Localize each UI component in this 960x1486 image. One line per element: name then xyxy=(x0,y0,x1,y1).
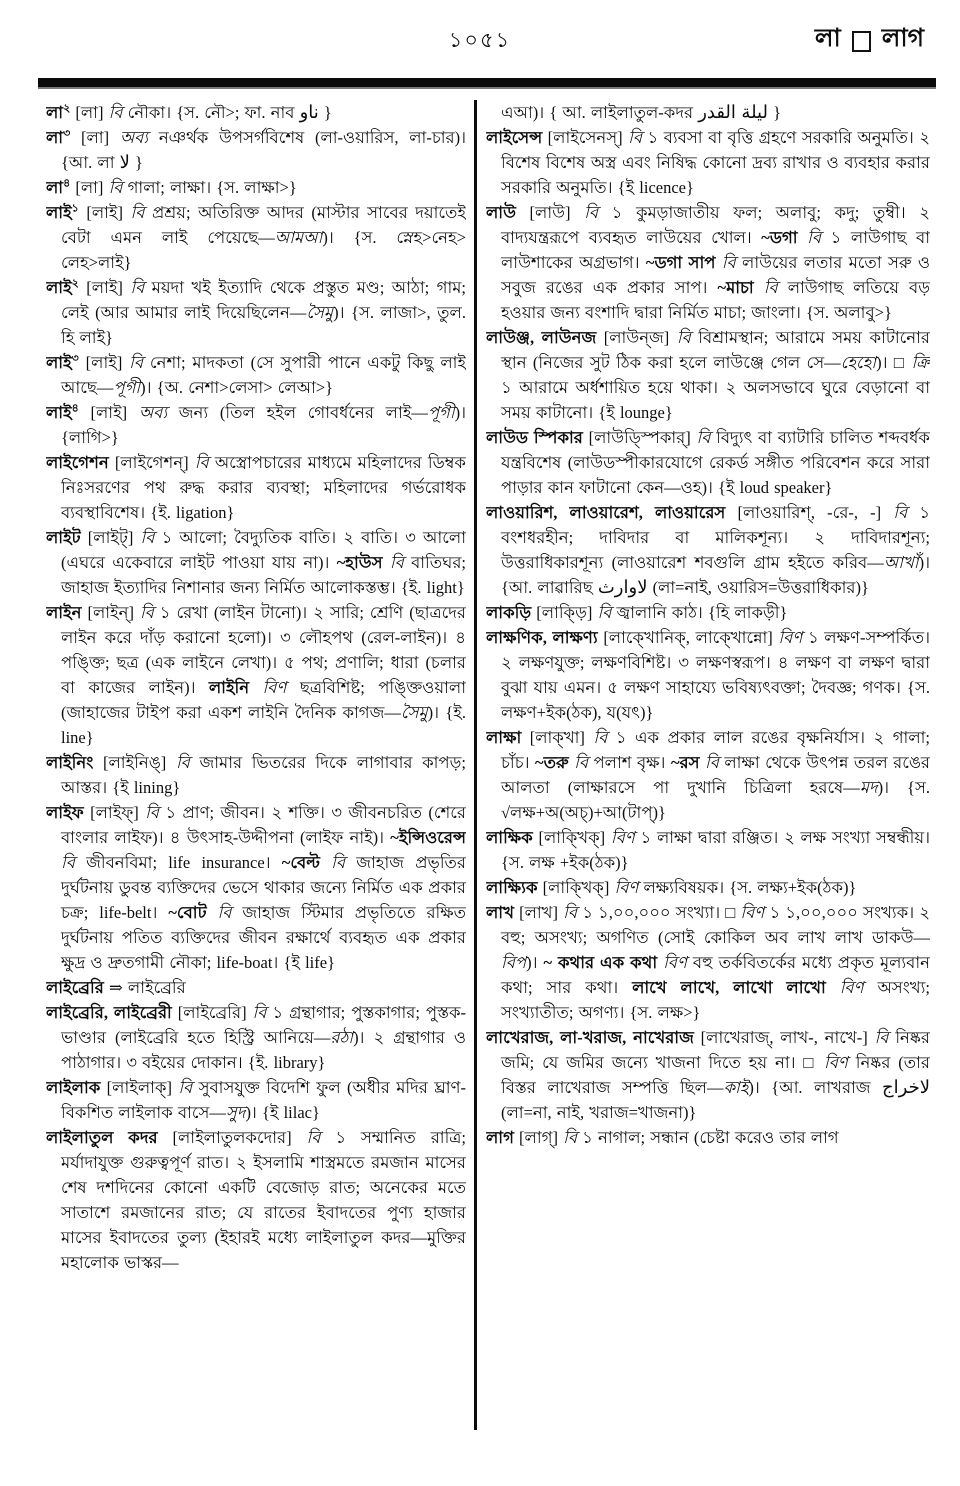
entry-text: ১ লাউগাছ বা লাউশাকের অগ্রভাগ। xyxy=(501,228,930,272)
headword: ~ইন্সিওরেন্স xyxy=(390,828,466,847)
entry-text: [লাইলাতুলকদোর] xyxy=(157,1128,307,1147)
italic-text: বি xyxy=(628,128,643,147)
italic-text: বিণ xyxy=(839,978,864,997)
entry-text: গালা; লাক্ষা। {স. লাক্ষা>} xyxy=(122,178,297,197)
italic-text: বি xyxy=(217,903,232,922)
entry-text: ১ ১,০০,০০০ সংখ্যক। ২ বহু; অসংখ্য; অগণিত (সোই কোকিল অব লাখ লাখ ডাকউ— xyxy=(501,903,930,947)
entry-text: [লাইফ্] xyxy=(83,803,146,822)
entry-text: [লাইট্] xyxy=(80,528,141,547)
headword: লাইফ xyxy=(46,803,84,822)
headword-superscript: ৪ xyxy=(71,402,79,415)
italic-text: বি xyxy=(130,203,145,222)
entry-text: [লাই] xyxy=(78,403,139,422)
entry-text: )। {আ. লাৱারিছ xyxy=(501,553,930,597)
headword: লাইট xyxy=(46,528,81,547)
headword: লাই xyxy=(46,278,72,297)
italic-text: কাই xyxy=(723,1078,749,1097)
dictionary-entry xyxy=(486,1125,930,1150)
entry-text: } xyxy=(85,728,94,747)
running-head-from: লা xyxy=(814,25,841,52)
entry-text: [লাখেরাজ্, লাখ-, নাখে-] xyxy=(693,1028,875,1047)
italic-text: আমআ xyxy=(274,228,323,247)
entry-continuation xyxy=(486,100,930,125)
dictionary-entry xyxy=(486,500,930,600)
dictionary-entry xyxy=(46,275,466,350)
italic-text: বি xyxy=(306,1128,321,1147)
headword: লা xyxy=(46,128,64,147)
italic-text: বিণ xyxy=(663,953,687,972)
headword: লাকড়ি xyxy=(486,603,532,622)
arabic-etymon: لاوارث xyxy=(597,577,648,597)
text-columns xyxy=(46,100,930,1436)
entry-text: )। □ xyxy=(876,353,912,372)
english-gloss: light xyxy=(426,578,457,597)
italic-text: বি xyxy=(574,753,588,772)
entry-text: [লাইন্] xyxy=(81,603,140,622)
entry-text: বিদ্যুৎ বা ব্যাটারি চালিত শব্দবর্ধক যন্ত্রবিশেষ (লাউডস্পীকারযোগে রেকর্ড সঙ্গীত পরিবেশন করে সারা পাড়ার কান ফাটানো কেন—ওহ)। {ই xyxy=(501,428,930,497)
entry-text: } xyxy=(767,103,781,122)
english-gloss: life xyxy=(305,953,328,972)
headword: লাইলাক xyxy=(46,1078,101,1097)
entry-text: [লাক্খা] xyxy=(521,728,594,747)
entry-text: [লাওয়ারিশ্, -রে-, -] xyxy=(725,503,894,522)
entry-text: ১ গ্রন্থাগার; পুস্তকাগার; পুস্তক-ভাণ্ডার (লাইব্রেরি হতে হিস্ট্রি আনিয়ে— xyxy=(61,1003,466,1047)
entry-text: লক্ষ্যবিষয়ক। {স. লক্ষ্য+ইক(ঠক)} xyxy=(638,878,857,897)
entry-text xyxy=(249,678,262,697)
headword: ~ কথার এক কথা xyxy=(543,953,658,972)
arabic-etymon: لاخراج xyxy=(882,1077,930,1097)
entry-text xyxy=(798,228,808,247)
italic-text: অব্য xyxy=(138,403,168,422)
italic-text: মদ xyxy=(859,778,878,797)
right-column xyxy=(486,100,930,1436)
headword-superscript: ৩ xyxy=(63,127,71,140)
italic-text: সৈমু xyxy=(400,703,428,722)
headword: লাগ xyxy=(486,1128,514,1147)
page-number: ১০৫১ xyxy=(448,28,512,52)
entry-text: ১ বংশধরহীন; দাবিদার বা মালিকশূন্য। ২ দাবিদারশূন্য; উত্তরাধিকারশূন্য (লাওয়ারেশ শবগুলি গ্রাম হইতে করিব— xyxy=(501,503,930,572)
headword: ~রস xyxy=(670,753,700,772)
dictionary-entry xyxy=(46,125,466,175)
headword: ~বোট xyxy=(168,903,207,922)
entry-text: পলাশ বৃক্ষ। xyxy=(588,753,671,772)
italic-text: বি xyxy=(563,903,578,922)
dictionary-entry xyxy=(486,900,930,1025)
entry-text: )। {স. স্নেহ>নেহ> লেহ>লাই} xyxy=(61,228,466,272)
headword: লাক্ষিক xyxy=(486,828,533,847)
headword: লাইনিং xyxy=(46,753,94,772)
italic-text: বিণ xyxy=(614,878,639,897)
entry-text: জীবনবিমা; xyxy=(74,853,169,872)
headword: লাইগেশন xyxy=(46,453,109,472)
entry-text xyxy=(754,278,764,297)
entry-text: [লাই] xyxy=(78,278,131,297)
headword: ~বেল্ট xyxy=(281,853,320,872)
italic-text: বি xyxy=(584,203,599,222)
dictionary-entry xyxy=(46,175,466,200)
italic-text: বিণ xyxy=(823,1053,848,1072)
headword: লাইনি xyxy=(208,678,250,697)
italic-text: বি xyxy=(874,1028,889,1047)
entry-text: । xyxy=(264,853,282,872)
entry-text: ১ ১,০০,০০০ সংখ্যা। □ xyxy=(577,903,741,922)
english-gloss: lounge xyxy=(619,403,665,422)
dictionary-entry xyxy=(486,825,930,875)
dictionary-entry xyxy=(486,125,930,200)
entry-text: [লাউন্জ] xyxy=(596,328,677,347)
entry-text: ১ নাগাল; সন্ধান (চেষ্টা করেও তার লাগ xyxy=(577,1128,839,1147)
italic-text: রঠা xyxy=(330,1028,354,1047)
headword-superscript: ২ xyxy=(63,102,71,115)
dictionary-entry xyxy=(46,400,466,450)
headword: লাক্ষা xyxy=(486,728,522,747)
italic-text: বি xyxy=(696,428,711,447)
dictionary-entry xyxy=(46,525,466,600)
entry-text: ১ প্রাণ; জীবন। ২ শক্তি। ৩ জীবনচরিত (শেরে বাংলার লাইফ)। ৪ উৎসাহ-উদ্দীপনা (লাইফ নাই)। xyxy=(61,803,466,847)
entry-text: } xyxy=(317,1053,326,1072)
arabic-etymon: ليلة القدر xyxy=(698,102,768,122)
italic-text: বি xyxy=(563,1128,578,1147)
entry-text xyxy=(320,853,331,872)
entry-text: ১ কুমড়াজাতীয় ফল; অলাবু; কদু; তুম্বী। ২ বাদ্যযন্ত্ররূপে ব্যবহৃত লাউয়ের খোল। xyxy=(501,203,930,247)
headword: লাওয়ারিশ, লাওয়ারেশ, লাওয়ারেস xyxy=(486,503,726,522)
headword: লাক্ষণিক, লাক্ষণ্য xyxy=(486,628,598,647)
entry-text: ১ ব্যবসা বা বৃত্তি গ্রহণে সরকারি অনুমতি। ২ বিশেষ বিশেষ অস্ত্র এবং নিষিদ্ধ কোনো দ্রব্য রাখার ও ব্যবহার করার সরকারি অনুমতি। {ই xyxy=(501,128,930,197)
italic-text: বি xyxy=(108,103,123,122)
entry-text: [লা] xyxy=(70,128,120,147)
italic-text: পূগী xyxy=(427,403,455,422)
entry-text: নেশা; মাদকতা (সে সুপারী পানে একটু কিছু লাই আছে— xyxy=(61,353,466,397)
headword: লাউ xyxy=(486,203,516,222)
entry-text: । xyxy=(151,903,169,922)
italic-text: বি xyxy=(108,178,123,197)
entry-text: )। {লাগি>} xyxy=(61,403,466,447)
entry-text: (লা=নাই, ওয়ারিস=উত্তরাধিকার)} xyxy=(647,578,869,597)
dictionary-entry xyxy=(486,200,930,325)
english-gloss: lining xyxy=(133,778,173,797)
italic-text: বি xyxy=(139,603,154,622)
entry-text: অসংখ্য; সংখ্যাতীত; অগণ্য। {স. লক্ষ>} xyxy=(501,978,930,1022)
entry-text: } xyxy=(686,178,694,197)
entry-text: )। {স. লাজা>, তুল. হি লাই} xyxy=(61,303,466,347)
headword: লাউড স্পিকার xyxy=(486,428,583,447)
entry-text: জাহাজ স্টিমার প্রভৃতিতে রক্ষিত দুর্ঘটনায় পতিত ব্যক্তিদের জীবন রক্ষার্থে ব্যবহৃত এক প্রকার ক্ষুদ্র ও দ্রুতগামী নৌকা; xyxy=(61,903,466,972)
entry-text: ময়দা খই ইত্যাদি থেকে প্রস্তুত মণ্ড; আঠা; গাম; লেই (আর আমার লাই দিয়েছিলেন— xyxy=(61,278,466,322)
entry-text: [লাইগেশন্] xyxy=(108,453,195,472)
entry-text: (লা=না, নাই, খরাজ=খাজনা)} xyxy=(501,1103,697,1122)
headword: লাইসেন্স xyxy=(486,128,543,147)
dictionary-entry xyxy=(486,875,930,900)
headword: লাই xyxy=(46,203,72,222)
english-gloss: line xyxy=(61,728,86,747)
entry-text: } xyxy=(129,153,143,172)
entry-text: } xyxy=(318,103,332,122)
english-gloss: life insurance xyxy=(168,853,265,872)
entry-text: [লাক্খোনিক্, লাক্খোন্নো] xyxy=(597,628,779,647)
entry-text: )। {আ. লাখরাজ xyxy=(748,1078,883,1097)
english-gloss: life-boat xyxy=(216,953,273,972)
italic-text: বি xyxy=(807,228,822,247)
dictionary-entry xyxy=(486,625,930,725)
entry-text: [লাক্খিক্] xyxy=(532,828,611,847)
entry-text: [লাইসেনস্] xyxy=(542,128,629,147)
dictionary-entry xyxy=(486,1025,930,1125)
dictionary-entry xyxy=(46,975,466,1000)
running-head-to: লাগ xyxy=(881,25,924,52)
entry-text: নিষ্কর জমি; যে জমির জন্যে খাজনা দিতে হয় না। □ xyxy=(501,1028,930,1072)
dictionary-entry xyxy=(46,100,466,125)
entry-text: [লা] xyxy=(70,178,109,197)
dictionary-entry xyxy=(46,1125,466,1275)
entry-text: প্রশ্রয়; অতিরিক্ত আদর (মাস্টার সাবের দয়াতেই বেটা এমন লাই পেয়েছে— xyxy=(61,203,466,247)
headword: লাইব্রেরি, লাইব্রেরী xyxy=(46,1003,172,1022)
italic-text: বি xyxy=(593,728,608,747)
headword: লাই xyxy=(46,403,72,422)
entry-text xyxy=(826,978,840,997)
entry-text: [লাক্ড়ি] xyxy=(531,603,598,622)
headword: ~ডগা xyxy=(761,228,798,247)
entry-text: ১ আরামে অর্ধশায়িত হয়ে থাকা। ২ অলসভাবে ঘুরে বেড়ানো বা সময় কাটানো। {ই xyxy=(501,378,930,422)
headword-superscript: ১ xyxy=(71,202,79,215)
entry-text: [লাইনিঙ্] xyxy=(93,753,176,772)
entry-text: [লাইলাক্] xyxy=(100,1078,179,1097)
dictionary-entry xyxy=(46,350,466,400)
entry-text: [লা] xyxy=(70,103,109,122)
english-gloss: ligation xyxy=(176,503,227,522)
italic-text: বিণ xyxy=(740,903,765,922)
italic-text: বি xyxy=(331,853,346,872)
entry-text: নৌকা। {স. নৌ>; ফা. নাব xyxy=(122,103,300,122)
arabic-etymon: ناو xyxy=(299,102,319,122)
entry-text: জ্বালানি কাঠ। {হি লাকড়ী} xyxy=(611,603,788,622)
headword: ~মাচা xyxy=(717,278,754,297)
dictionary-entry xyxy=(46,200,466,275)
entry-text: জন্য (তিল হইল গোবর্ধনের লাই— xyxy=(167,403,428,422)
entry-text: এআ)। { আ. লাইলাতুল-কদর xyxy=(501,103,699,122)
entry-text: )। {ই xyxy=(245,1103,284,1122)
headword: লাখে লাখে, লাখো লাখো xyxy=(632,978,826,997)
italic-text: বি xyxy=(389,553,404,572)
entry-text: } xyxy=(312,1103,320,1122)
italic-text: বি xyxy=(597,603,612,622)
entry-text: জামার ভিতরের দিকে লাগাবার কাপড়; আস্তর। {ই xyxy=(61,753,466,797)
headword: লাউঞ্জ, লাউনজ xyxy=(486,328,597,347)
entry-text: সুবাসযুক্ত বিদেশি ফুল (অধীর মদির ঘ্রাণ-বিকশিত লাইলাক বাসে— xyxy=(61,1078,466,1122)
header-rule xyxy=(38,78,936,87)
entry-text: ১ লক্ষণ-সম্পর্কিত। ২ লক্ষণযুক্ত; লক্ষণবিশিষ্ট। ৩ লক্ষণস্বরূপ। ৪ লক্ষণ বা লক্ষণ দ্বারা বুঝা যায় এমন। ৫ লক্ষণ সাহায্যে ভবিষ্যৎবক্তা; দৈবজ্ঞ; গণক। {স. লক্ষণ+ইক(ঠক), য(যৎ)} xyxy=(501,628,930,722)
range-separator-box-icon xyxy=(852,31,871,52)
entry-text: বাতিঘর; জাহাজ ইত্যাদির নিশানার জন্য নির্মিত আলোকস্তম্ভ। {ই. xyxy=(61,553,466,597)
headword: লা xyxy=(46,178,64,197)
italic-text: বি xyxy=(893,503,908,522)
entry-text: [লাইব্রেরি] xyxy=(171,1003,253,1022)
entry-text: [লাউড্স্পিকার্] xyxy=(582,428,697,447)
dictionary-entry xyxy=(46,1000,466,1075)
headword: লাক্ষ্যিক xyxy=(486,878,538,897)
arabic-etymon: لا xyxy=(119,152,130,172)
italic-text: বিণ xyxy=(778,628,803,647)
entry-text: } xyxy=(226,503,235,522)
headword: লাখেরাজ, লা-খরাজ, নাখেরাজ xyxy=(486,1028,694,1047)
entry-text: লাক্ষা থেকে উৎপন্ন তরল রঙের আলতা (লাক্ষারসে পা দুখানি চিত্রিলা হরষে— xyxy=(501,753,930,797)
italic-text: পূগী xyxy=(113,378,141,397)
entry-text: ছত্রবিশিষ্ট; পঙ্ক্তিওয়ালা (জাহাজের টাইপ করা একশ লাইনি দৈনিক কাগজ— xyxy=(61,678,466,722)
italic-text: বি xyxy=(763,278,778,297)
english-gloss: loud speaker xyxy=(739,478,825,497)
entry-text: নিষ্কর (তার বিস্তর লাখেরাজ সম্পত্তি ছিল— xyxy=(501,1053,930,1097)
italic-text: বি xyxy=(145,803,159,822)
entry-text: )। {ই. xyxy=(427,703,466,722)
entry-text: লাউগাছ লতিয়ে বড় হওয়ার জন্য বংশাদি দ্বারা নির্মিত মাচা; জাংলা। {স. অলাবু>} xyxy=(501,278,930,322)
headword: লাই xyxy=(46,353,72,372)
entry-text: } xyxy=(824,478,833,497)
entry-text: )। xyxy=(526,953,544,972)
entry-text: ১ রেখা (লাইন টানো)। ২ সারি; শ্রেণি (ছাত্রদের লাইন করে দাঁড় করানো হলো)। ৩ লৌহপথ (রেল-লাইন)। ৪ পঙ্ক্তি; ছত্র (এক লাইনে লেখা)। ৫ পথ; প্রণালি; ধারা (চলার বা কাজের লাইন)। xyxy=(61,603,466,697)
entry-text: )। ২ গ্রন্থাগার ও পাঠাগার। ৩ বইয়ের দোকান। {ই. xyxy=(61,1028,466,1072)
italic-text: অব্য xyxy=(119,128,149,147)
italic-text: বিপ xyxy=(501,953,527,972)
headword: লাইলাতুল কদর xyxy=(46,1128,158,1147)
italic-text: বিণ xyxy=(610,828,635,847)
entry-text: } xyxy=(327,953,335,972)
italic-text: হেহো xyxy=(840,353,877,372)
italic-text: বি xyxy=(178,1078,193,1097)
entry-text: [লাউ] xyxy=(515,203,585,222)
entry-text: )। {অ. নেশা>লেসা> লেআ>} xyxy=(140,378,334,397)
entry-text: । {ই xyxy=(272,953,306,972)
italic-text: আখাঁ xyxy=(883,553,919,572)
entry-text: [লাই] xyxy=(78,353,130,372)
italic-text: বি xyxy=(61,853,75,872)
english-gloss: library xyxy=(273,1053,318,1072)
headword: লাইন xyxy=(46,603,82,622)
entry-text: ১ সম্মানিত রাত্রি; মর্যাদাযুক্ত গুরুত্বপূর্ণ রাত। ২ ইসলামি শাস্ত্রমতে রমজান মাসের শেষ দশদিনের কোনো একটি বেজোড় রাত; অনেকের মতে সাতাশে রমজানের রাত; যে রাতের ইবাদতের পুণ্য হাজার মাসের ইবাদতের তুল্য (ইহারই মধ্যে লাইলাতুল কদর—মুক্তির মহালোক ভাস্কর— xyxy=(61,1128,466,1272)
dictionary-entry xyxy=(486,600,930,625)
entry-text xyxy=(383,553,390,572)
dictionary-entry xyxy=(46,1075,466,1125)
entry-text: [লাগ্] xyxy=(513,1128,564,1147)
entry-text: জাহাজ প্রভৃতির দুর্ঘটনায় ডুবন্ত ব্যক্তিদের ভেসে থাকার জন্যে নির্মিত এক প্রকার চক্র; xyxy=(61,853,466,922)
dictionary-entry xyxy=(46,600,466,750)
entry-text: লাউয়ের লতার মতো সরু ও সবুজ রঙের এক প্রকার সাপ। xyxy=(501,253,930,297)
italic-text: বি xyxy=(129,353,144,372)
italic-text: বি xyxy=(175,753,190,772)
headword: লাখ xyxy=(486,903,514,922)
dictionary-entry xyxy=(486,725,930,825)
italic-text: বিণ xyxy=(262,678,287,697)
entry-text: ১ আলো; বৈদ্যুতিক বাতি। ২ বাতি। ৩ আলো (এঘরে একেবারে লাইট পাওয়া যায় না)। xyxy=(61,528,466,572)
entry-text: বহু তর্কবিতর্কের মধ্যে প্রকৃত মূল্যবান কথা; সার কথা। xyxy=(501,953,930,997)
headword-superscript: ৪ xyxy=(63,177,71,190)
headword: লাইব্রেরি xyxy=(46,978,104,997)
entry-text: [লাখ] xyxy=(513,903,564,922)
entry-text: অস্ত্রোপচারের মাধ্যমে মহিলাদের ডিম্বক নিঃসরণের পথ রুদ্ধ করার ব্যবস্থা; মহিলাদের গর্ভরোধক ব্যবস্থাবিশেষ। {ই. xyxy=(61,453,466,522)
entry-text: নঞর্থক উপসর্গবিশেষ (লা-ওয়ারিস, লা-চার)। {আ. লা xyxy=(61,128,466,172)
entry-text: [লাক্খিক্] xyxy=(537,878,615,897)
italic-text: বি xyxy=(704,753,719,772)
italic-text: সৈমু xyxy=(306,303,334,322)
headword: ~তরু xyxy=(534,753,569,772)
italic-text: বি xyxy=(252,1003,267,1022)
entry-text: ⇒ লাইব্রেরি xyxy=(103,978,186,997)
headword: ~হাউস xyxy=(336,553,383,572)
entry-text: [লাই] xyxy=(78,203,131,222)
dictionary-entry xyxy=(46,750,466,800)
dictionary-entry xyxy=(486,325,930,425)
headword: লা xyxy=(46,103,64,122)
dictionary-entry xyxy=(486,425,930,500)
headword-superscript: ৩ xyxy=(71,352,79,365)
entry-text xyxy=(207,903,218,922)
entry-text: ১ এক প্রকার লাল রঙের বৃক্ষনির্যাস। ২ গালা; চাঁচ। xyxy=(501,728,930,772)
english-gloss: life-belt xyxy=(99,903,152,922)
dictionary-entry xyxy=(46,450,466,525)
italic-text: বি xyxy=(721,253,736,272)
entry-text: বিশ্রামস্থান; আরামে সময় কাটানোর স্থান (নিজের সুট ঠিক করা হলে লাউঞ্জে গেল সে— xyxy=(501,328,930,372)
running-head xyxy=(815,18,924,61)
italic-text: ক্রি xyxy=(911,353,930,372)
english-gloss: lilac xyxy=(283,1103,312,1122)
left-column xyxy=(46,100,466,1436)
entry-text: )। {স. √লক্ষ+অ(অচ্)+আ(টাপ্)} xyxy=(501,778,930,822)
entry-text: } xyxy=(172,778,181,797)
italic-text: সুদ xyxy=(225,1103,246,1122)
headword-superscript: ২ xyxy=(71,277,79,290)
column-divider xyxy=(474,100,477,1430)
entry-text: } xyxy=(664,403,673,422)
italic-text: বি xyxy=(676,328,691,347)
dictionary-entry xyxy=(46,800,466,975)
italic-text: বি xyxy=(194,453,209,472)
italic-text: বি xyxy=(130,278,145,297)
entry-text: } xyxy=(456,578,465,597)
entry-text: ১ লাক্ষা দ্বারা রঞ্জিত। ২ লক্ষ সংখ্যা সম্বন্ধীয়। {স. লক্ষ +ইক(ঠক)} xyxy=(501,828,930,872)
italic-text: বি xyxy=(140,528,155,547)
english-gloss: licence xyxy=(639,178,686,197)
headword: ~ডগা সাপ xyxy=(645,253,716,272)
